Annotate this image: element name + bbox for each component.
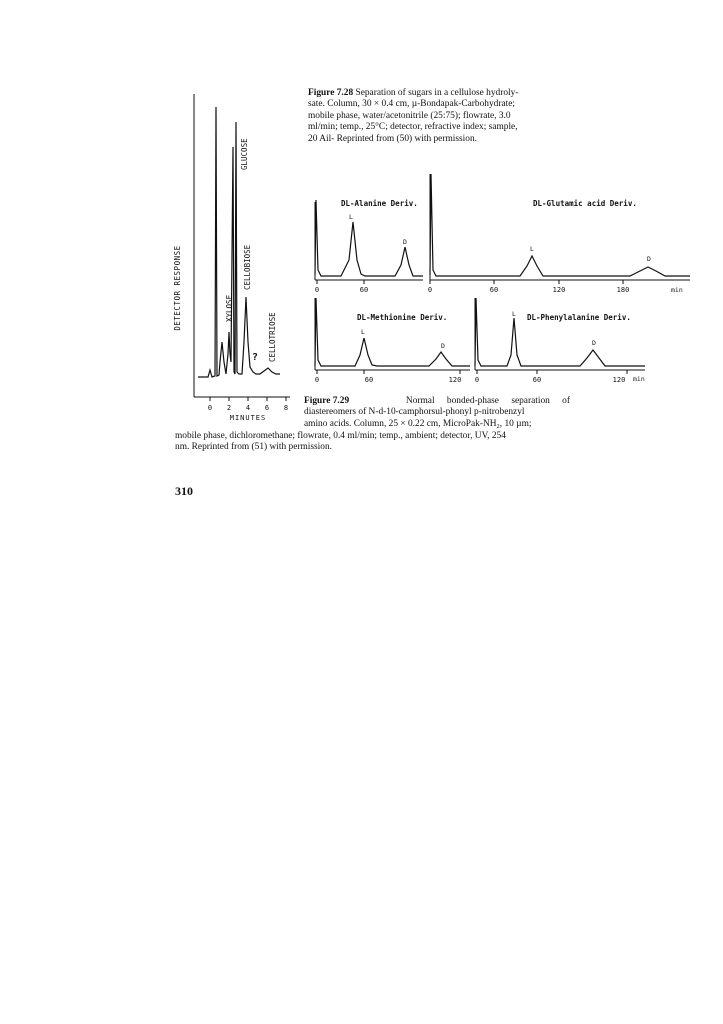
x-tick-label: 60 <box>489 286 499 294</box>
caption-line: ml/min; temp., 25°C; detector, refractive index; sample, <box>308 122 518 133</box>
x-tick-label: 8 <box>283 404 289 412</box>
panel-glutamic <box>428 174 690 294</box>
figure-7-29-caption-continued <box>175 431 575 454</box>
panel-alanine <box>315 199 423 294</box>
x-axis-unit: min <box>633 375 645 383</box>
x-tick-label: 120 <box>448 376 462 384</box>
peak-label-xylose: XYLOSE <box>225 294 234 322</box>
x-tick-label: 0 <box>314 286 320 294</box>
x-tick-label: 60 <box>532 376 542 384</box>
phenylalanine-trace <box>475 298 645 366</box>
caption-line: sate. Column, 30 × 0.4 cm, µ-Bondapak-Carbohydrate; <box>308 99 516 110</box>
peak-l: L <box>512 310 516 318</box>
peak-d: D <box>403 238 407 246</box>
figure-7-29-label: Figure 7.29 <box>304 396 350 406</box>
caption-line: diastereomers of N-d-10-camphorsul-phonyl p-nitrobenzyl <box>304 407 525 418</box>
figure-7-28-chromatogram <box>168 92 298 422</box>
x-tick-label: 2 <box>226 404 232 412</box>
x-tick-label: 120 <box>552 286 566 294</box>
peak-l: L <box>361 328 365 336</box>
y-axis-label: DETECTOR RESPONSE <box>173 245 182 331</box>
peak-d: D <box>647 255 651 263</box>
x-tick-label: 0 <box>427 286 433 294</box>
x-tick-label: 0 <box>474 376 480 384</box>
figure-7-28-caption <box>308 88 572 145</box>
peak-d: D <box>592 339 596 347</box>
peak-l: L <box>530 245 534 253</box>
x-tick-label: 4 <box>245 404 251 412</box>
panel-title: DL-Phenylalanine Deriv. <box>527 313 631 322</box>
caption-line: 20 Ail- Reprinted from (50) with permission. <box>308 133 477 144</box>
figure-7-28-label: Figure 7.28 <box>308 88 354 98</box>
panel-phenylalanine <box>475 298 645 384</box>
x-axis-ticks <box>210 397 286 401</box>
caption-line: Normal bonded-phase separation of <box>405 396 570 406</box>
peak-d: D <box>441 342 445 350</box>
figure-7-29-chromatograms <box>305 170 695 385</box>
x-tick-label: 60 <box>359 286 369 294</box>
panel-title: DL-Glutamic acid Deriv. <box>533 199 637 208</box>
figure-7-29-caption <box>304 396 570 430</box>
page-number: 310 <box>175 484 193 498</box>
caption-line: mobile phase, water/acetonitrile (25:75); flowrate, 3.0 <box>308 110 511 121</box>
peak-label-cellobiose: CELLOBIOSE <box>243 244 252 290</box>
panel-methionine <box>315 298 470 384</box>
x-tick-label: 180 <box>616 286 630 294</box>
x-tick-label: 120 <box>612 376 626 384</box>
x-tick-label: 0 <box>207 404 213 412</box>
methionine-trace <box>315 298 470 366</box>
peak-label-unknown: ? <box>252 352 259 363</box>
x-tick-label: 6 <box>264 404 270 412</box>
caption-line: mobile phase, dichloromethane; flowrate, 0.4 ml/min; temp., ambient; detector, UV, 254 <box>175 431 506 441</box>
peak-label-cellotriose: CELLOTRIOSE <box>268 312 277 362</box>
x-tick-label: 60 <box>364 376 374 384</box>
x-tick-label: 0 <box>314 376 320 384</box>
x-axis-label: MINUTES <box>229 414 267 422</box>
glutamic-trace <box>430 174 690 276</box>
peak-label-glucose: GLUCOSE <box>240 138 249 170</box>
caption-line: nm. Reprinted from (51) with permission. <box>175 442 333 453</box>
caption-line: Separation of sugars in a cellulose hydroly- <box>355 88 519 98</box>
panel-title: DL-Alanine Deriv. <box>341 199 418 208</box>
panel-title: DL-Methionine Deriv. <box>357 313 448 322</box>
caption-line: amino acids. Column, 25 × 0.22 cm, MicroPak-NH₂, 10 µm; <box>304 418 532 429</box>
x-axis-unit: min <box>671 286 683 294</box>
peak-l: L <box>349 213 353 221</box>
